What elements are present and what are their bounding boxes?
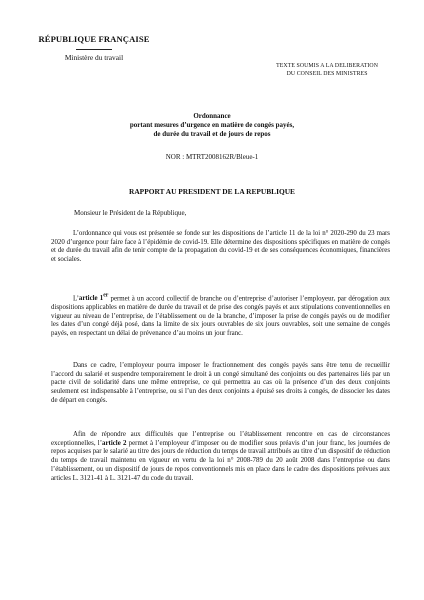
republic-heading: RÉPUBLIQUE FRANÇAISE bbox=[38, 34, 150, 44]
council-notice-line-1: TEXTE SOUMIS A LA DELIBERATION bbox=[276, 63, 378, 69]
paragraph-4-body: permet à l’employeur d’imposer ou de modifier sous préavis d’un jour franc, les journées de repos acquises par le salarié au titre des jours de réduction du temps de travail attribués au titre d’un dispositif de réduction du temps de travail maintenu en vigueur en vertu de la loi n° 2008-789 du 20 août 2008 dans l’entreprise ou dans l’établissement, ou un dispositif de jours de repos conventionnels mis en place dans le cadre des dispositions prévues aux articles L. 3121-41 à L. 3121-47 du code du travail. bbox=[51, 439, 390, 482]
document-title bbox=[0, 112, 424, 139]
paragraph-3 bbox=[51, 362, 390, 406]
title-line-3: de durée du travail et de jours de repos bbox=[153, 130, 271, 138]
issuer-block bbox=[34, 34, 154, 62]
article-2-label: article 2 bbox=[102, 439, 127, 447]
title-line-2: portant mesures d’urgence en matière de congés payés, bbox=[129, 121, 295, 129]
council-notice bbox=[276, 62, 378, 78]
nor-reference: NOR : MTRT2008162R/Bleue-1 bbox=[165, 153, 259, 161]
paragraph-2-body: permet à un accord collectif de branche ou d’entreprise d’autoriser l’employeur, par dérogation aux dispositions applicables en matière de durée du travail et de prise des congés payés et aux stipulations conventionnelles en vigueur au niveau de l’entreprise, de l’établissement ou de la branche, d’imposer la prise de congés payés ou de modifier les dates d’un congé déjà posé, dans la limite de six jours ouvrables de six jours ouvrables, soit une semaine de congés payés, en respectant un délai de prévenance d’au moins un jour franc. bbox=[51, 295, 390, 338]
title-line-1: Ordonnance bbox=[193, 112, 231, 120]
paragraph-4 bbox=[51, 431, 390, 483]
ministry-name: Ministère du travail bbox=[64, 53, 124, 62]
paragraph-4-lead: Afin de répondre aux difficultés que l’entreprise ou l’établissement rencontre en cas de circonstances exceptionnelles, l’ bbox=[51, 431, 390, 447]
paragraph-1-text: L’ordonnance qui vous est présentée se fonde sur les dispositions de l’article 11 de la loi n° 2020-290 du 23 mars 2020 d’urgence pour faire face à l’épidémie de covid-19. Elle détermine des dispositions spécifiques en matière de congés et de durée du travail afin de tenir compte de la propagation du covid-19 et de ses conséquences économiques, financières et sociales. bbox=[51, 230, 390, 264]
paragraph-1 bbox=[51, 230, 390, 265]
header-divider bbox=[76, 49, 112, 50]
report-heading: RAPPORT AU PRESIDENT DE LA REPUBLIQUE bbox=[129, 187, 295, 196]
paragraph-4-text bbox=[51, 431, 390, 483]
article-1-text: article 1 bbox=[78, 295, 104, 303]
article-1-label bbox=[79, 295, 108, 302]
salutation: Monsieur le Président de la République, bbox=[74, 209, 187, 217]
paragraph-2 bbox=[51, 292, 390, 339]
article-1-superscript: er bbox=[103, 293, 109, 299]
paragraph-2-text bbox=[51, 292, 390, 339]
council-notice-line-2: DU CONSEIL DES MINISTRES bbox=[286, 71, 368, 77]
paragraph-3-text: Dans ce cadre, l’employeur pourra imposer le fractionnement des congés payés sans être tenu de recueillir l’accord du salarié et suspendre temporairement le droit à un congé simultané des conjoints ou des partenaires liés par un pacte civil de solidarité dans une même entreprise, ce qui permettra au cas où la présence d’un des deux conjoints seulement est indispensable à l’entreprise, ou si l’un des deux conjoints a épuisé ses droits à congés, de dissocier les dates de départ en congés. bbox=[51, 362, 390, 404]
paragraph-2-lead: L’ bbox=[73, 295, 79, 303]
